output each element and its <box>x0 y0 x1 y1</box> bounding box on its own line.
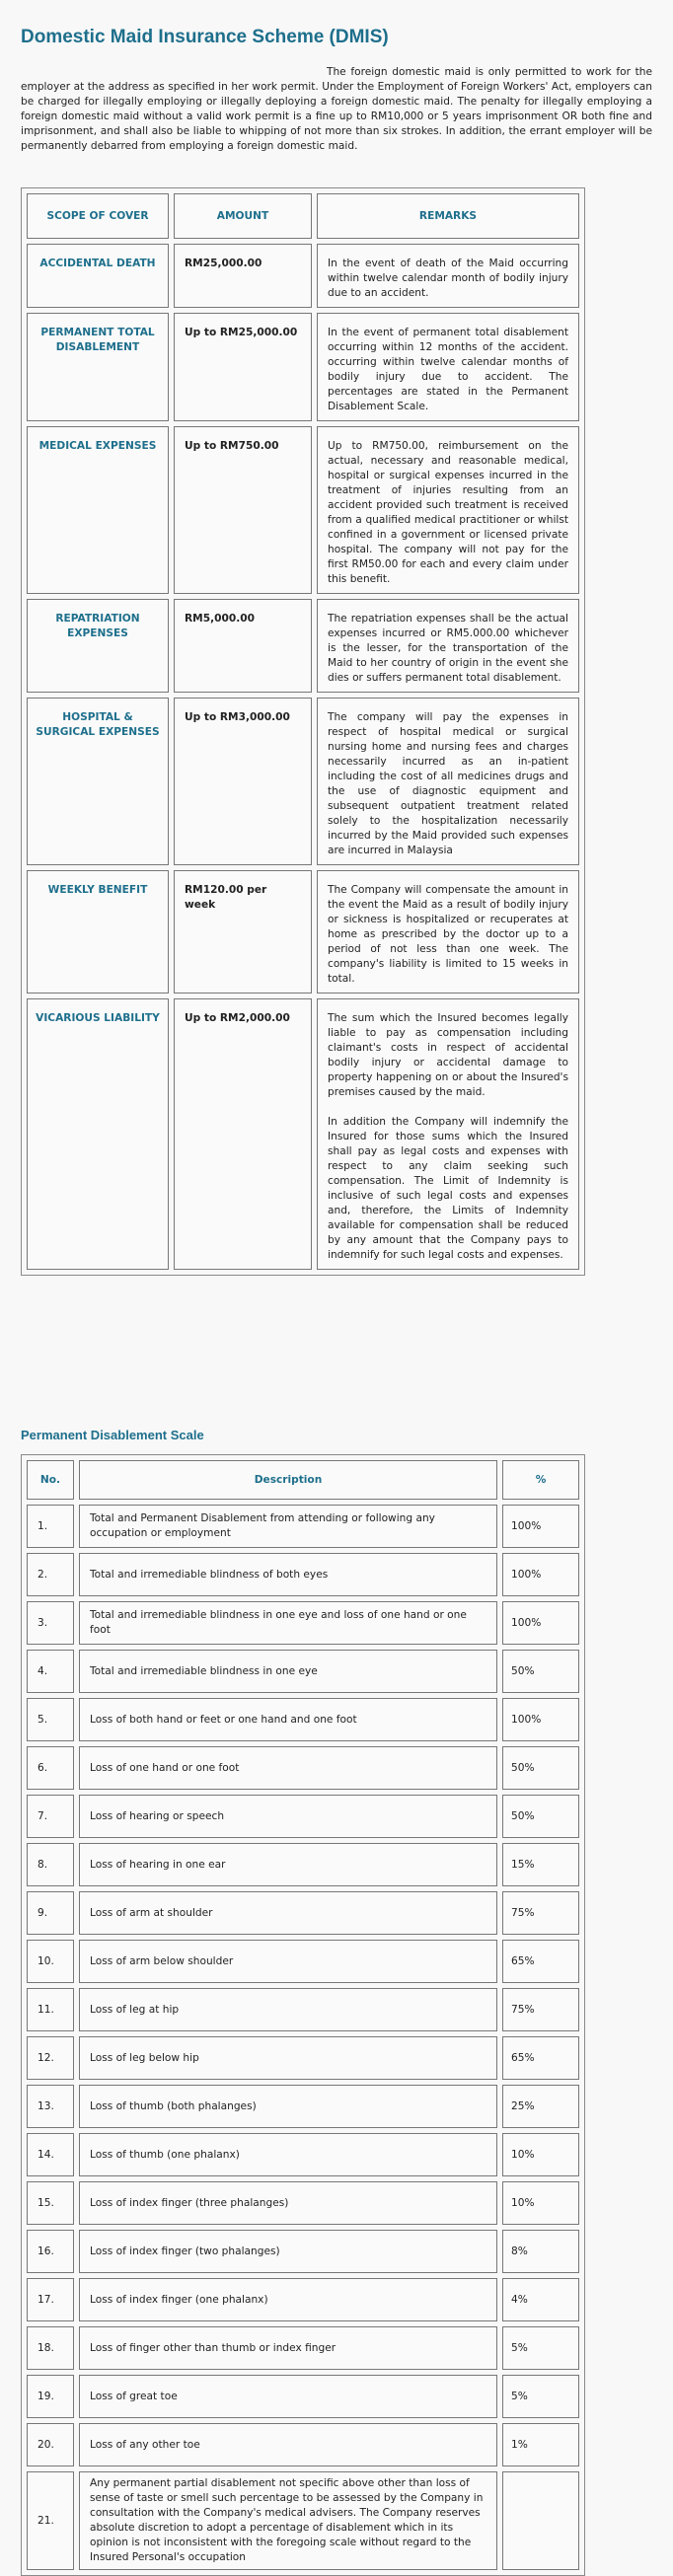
scale-percent: 100% <box>502 1601 579 1645</box>
coverage-scope: HOSPITAL & SURGICAL EXPENSES <box>27 698 169 865</box>
description-column-header: Description <box>79 1460 497 1500</box>
scale-row <box>27 1746 579 1790</box>
scale-number: 12. <box>27 2036 74 2080</box>
scale-row <box>27 2423 579 2466</box>
coverage-scope: WEEKLY BENEFIT <box>27 870 169 994</box>
scale-percent: 25% <box>502 2085 579 2128</box>
coverage-scope: PERMANENT TOTAL DISABLEMENT <box>27 313 169 421</box>
coverage-remarks <box>317 698 579 865</box>
coverage-row <box>27 870 579 994</box>
remarks-column-header: REMARKS <box>317 193 579 239</box>
scale-description: Loss of arm at shoulder <box>79 1891 497 1935</box>
scale-number: 2. <box>27 1553 74 1596</box>
coverage-remarks <box>317 599 579 693</box>
scale-description: Loss of index finger (one phalanx) <box>79 2278 497 2321</box>
scale-number: 13. <box>27 2085 74 2128</box>
scale-row <box>27 2375 579 2418</box>
scale-percent: 65% <box>502 1940 579 1983</box>
coverage-remarks <box>317 870 579 994</box>
scale-row <box>27 2181 579 2225</box>
scale-number: 18. <box>27 2326 74 2370</box>
intro-paragraph: The foreign domestic maid is only permitted to work for the employer at the address as specified in her work permit. Under the Employment of Foreign Workers' Act, employers can be charged for illegally employing or illegally deploying a foreign domestic maid. The penalty for illegally employing a foreign domestic maid without a valid work permit is a fine up to RM10,000 or 5 years imprisonment OR both fine and imprisonment, and shall also be liable to whipping of not more than six strokes. In addition, the errant employer will be permanently debarred from employing a foreign domestic maid. <box>21 66 652 152</box>
scale-description: Loss of great toe <box>79 2375 497 2418</box>
scale-number: 19. <box>27 2375 74 2418</box>
coverage-amount: RM120.00 per week <box>174 870 312 994</box>
scale-number: 15. <box>27 2181 74 2225</box>
scale-percent: 10% <box>502 2181 579 2225</box>
coverage-row <box>27 998 579 1270</box>
coverage-remark-paragraph: The repatriation expenses shall be the actual expenses incurred or RM5.000.00 whichever is the lesser, for the transportation of the Maid to her country of origin in the event she dies or suffers permanent total disablement. <box>328 613 568 684</box>
coverage-scope: MEDICAL EXPENSES <box>27 426 169 594</box>
scale-number: 1. <box>27 1505 74 1548</box>
scale-number: 10. <box>27 1940 74 1983</box>
scope-column-header: SCOPE OF COVER <box>27 193 169 239</box>
scale-percent: 5% <box>502 2326 579 2370</box>
scale-number: 6. <box>27 1746 74 1790</box>
scale-row <box>27 1843 579 1886</box>
coverage-amount: Up to RM25,000.00 <box>174 313 312 421</box>
scale-row <box>27 2278 579 2321</box>
scale-number: 9. <box>27 1891 74 1935</box>
coverage-amount: Up to RM2,000.00 <box>174 998 312 1270</box>
coverage-remarks <box>317 998 579 1270</box>
page-title: Domestic Maid Insurance Scheme (DMIS) <box>21 27 389 47</box>
coverage-remark-paragraph: Up to RM750.00, reimbursement on the actual, necessary and reasonable medical, hospital or surgical expenses incurred in the treatment of injuries resulting from an accident provided such treatment is received from a qualified medical practitioner or whilst confined in a government or licensed private hospital. The company will not pay for the first RM50.00 for each and every claim under this benefit. <box>328 440 568 585</box>
scale-description: Total and irremediable blindness of both eyes <box>79 1553 497 1596</box>
coverage-amount: RM5,000.00 <box>174 599 312 693</box>
scale-description: Loss of both hand or feet or one hand and one foot <box>79 1698 497 1741</box>
scale-description: Loss of hearing in one ear <box>79 1843 497 1886</box>
coverage-scope: ACCIDENTAL DEATH <box>27 244 169 308</box>
coverage-remarks <box>317 244 579 308</box>
scale-number: 17. <box>27 2278 74 2321</box>
coverage-header-row <box>27 193 579 239</box>
scale-row <box>27 1553 579 1596</box>
coverage-amount: RM25,000.00 <box>174 244 312 308</box>
scale-description: Loss of thumb (both phalanges) <box>79 2085 497 2128</box>
coverage-remark-paragraph: The company will pay the expenses in respect of hospital medical or surgical nursing home and nursing fees and charges necessarily incurred as an in-patient including the cost of all medicines drugs and the use of diagnostic equipment and subsequent outpatient treatment related solely to the hospitalization necessarily incurred by the Maid provided such expenses are incurred in Malaysia <box>328 711 568 856</box>
coverage-remark-paragraph: In the event of permanent total disablement occurring within 12 months of the accident. occurring within twelve calendar months of bodily injury due to accident. The percentages are stated in the Permanent Disablement Scale. <box>328 327 568 412</box>
scale-description: Total and Permanent Disablement from attending or following any occupation or employment <box>79 1505 497 1548</box>
scale-row <box>27 2471 579 2570</box>
percent-column-header: % <box>502 1460 579 1500</box>
scale-percent: 100% <box>502 1553 579 1596</box>
coverage-row <box>27 599 579 693</box>
coverage-scope: VICARIOUS LIABILITY <box>27 998 169 1270</box>
scale-percent: 75% <box>502 1891 579 1935</box>
scale-description: Loss of index finger (three phalanges) <box>79 2181 497 2225</box>
coverage-scope: REPATRIATION EXPENSES <box>27 599 169 693</box>
scale-percent: 50% <box>502 1795 579 1838</box>
scale-row <box>27 1940 579 1983</box>
scale-percent: 100% <box>502 1698 579 1741</box>
scale-percent: 65% <box>502 2036 579 2080</box>
scale-number: 7. <box>27 1795 74 1838</box>
coverage-remark-paragraph: The sum which the Insured becomes legally liable to pay as compensation including claimant's costs in respect of accidental bodily injury or accidental damage to property happening on or about the Insured's premises caused by the maid. <box>328 1012 568 1098</box>
coverage-row <box>27 313 579 421</box>
scale-number: 16. <box>27 2230 74 2273</box>
scale-row <box>27 2230 579 2273</box>
coverage-row <box>27 244 579 308</box>
coverage-row <box>27 426 579 594</box>
scale-table-body <box>27 1460 579 2570</box>
scale-row <box>27 2085 579 2128</box>
scale-description: Loss of arm below shoulder <box>79 1940 497 1983</box>
scale-header-row <box>27 1460 579 1500</box>
coverage-row <box>27 698 579 865</box>
number-column-header: No. <box>27 1460 74 1500</box>
scale-description: Loss of index finger (two phalanges) <box>79 2230 497 2273</box>
scale-description: Loss of one hand or one foot <box>79 1746 497 1790</box>
scale-percent: 50% <box>502 1650 579 1693</box>
scale-row <box>27 1650 579 1693</box>
scale-percent: 1% <box>502 2423 579 2466</box>
scale-section-title: Permanent Disablement Scale <box>21 1428 204 1442</box>
scale-number: 20. <box>27 2423 74 2466</box>
scale-description: Loss of leg at hip <box>79 1988 497 2031</box>
scale-percent: 100% <box>502 1505 579 1548</box>
coverage-amount: Up to RM750.00 <box>174 426 312 594</box>
scale-percent: 10% <box>502 2133 579 2176</box>
scale-number: 8. <box>27 1843 74 1886</box>
scale-description: Loss of any other toe <box>79 2423 497 2466</box>
scale-row <box>27 1795 579 1838</box>
scale-percent: 15% <box>502 1843 579 1886</box>
scale-number: 4. <box>27 1650 74 1693</box>
scale-percent: 75% <box>502 1988 579 2031</box>
scale-percent: 50% <box>502 1746 579 1790</box>
scale-percent: 8% <box>502 2230 579 2273</box>
scale-description: Total and irremediable blindness in one eye <box>79 1650 497 1693</box>
scale-description: Loss of hearing or speech <box>79 1795 497 1838</box>
scale-row <box>27 2036 579 2080</box>
coverage-remark-paragraph: In addition the Company will indemnify the Insured for those sums which the Insured shall pay as legal costs and expenses with respect to any claim seeking such compensation. The Limit of Indemnity is inclusive of such legal costs and expenses and, therefore, the Limits of Indemnity available for compensation shall be reduced by any amount that the Company pays to indemnify for such legal costs and expenses. <box>328 1116 568 1261</box>
scale-description: Loss of thumb (one phalanx) <box>79 2133 497 2176</box>
coverage-remarks <box>317 426 579 594</box>
amount-column-header: AMOUNT <box>174 193 312 239</box>
coverage-table <box>21 187 585 1276</box>
scale-number: 3. <box>27 1601 74 1645</box>
coverage-remarks <box>317 313 579 421</box>
scale-number: 5. <box>27 1698 74 1741</box>
coverage-remark-paragraph: The Company will compensate the amount in the event the Maid as a result of bodily injury or sickness is hospitalized or recuperates at home as prescribed by the doctor up to a period of not less than one week. The company's liability is limited to 15 weeks in total. <box>328 884 568 985</box>
coverage-table-body <box>27 193 579 1270</box>
scale-number: 14. <box>27 2133 74 2176</box>
scale-row <box>27 1601 579 1645</box>
scale-row <box>27 2326 579 2370</box>
scale-description: Any permanent partial disablement not specific above other than loss of sense of taste or smell such percentage to be assessed by the Company in consultation with the Company's medical advisers. The Company reserves absolute discretion to adopt a percentage of disablement which in its opinion is not inconsistent with the foregoing scale without regard to the Insured Personal's occupation <box>79 2471 497 2570</box>
coverage-remark-paragraph: In the event of death of the Maid occurring within twelve calendar month of bodily injury due to an accident. <box>328 258 568 299</box>
scale-description: Total and irremediable blindness in one eye and loss of one hand or one foot <box>79 1601 497 1645</box>
scale-row <box>27 1988 579 2031</box>
scale-percent: 4% <box>502 2278 579 2321</box>
coverage-amount: Up to RM3,000.00 <box>174 698 312 865</box>
scale-row <box>27 1698 579 1741</box>
disablement-scale-table <box>21 1454 585 2576</box>
scale-row <box>27 2133 579 2176</box>
scale-number: 21. <box>27 2471 74 2570</box>
scale-percent <box>502 2471 579 2570</box>
scale-percent: 5% <box>502 2375 579 2418</box>
scale-row <box>27 1505 579 1548</box>
scale-number: 11. <box>27 1988 74 2031</box>
scale-description: Loss of leg below hip <box>79 2036 497 2080</box>
scale-row <box>27 1891 579 1935</box>
scale-description: Loss of finger other than thumb or index finger <box>79 2326 497 2370</box>
